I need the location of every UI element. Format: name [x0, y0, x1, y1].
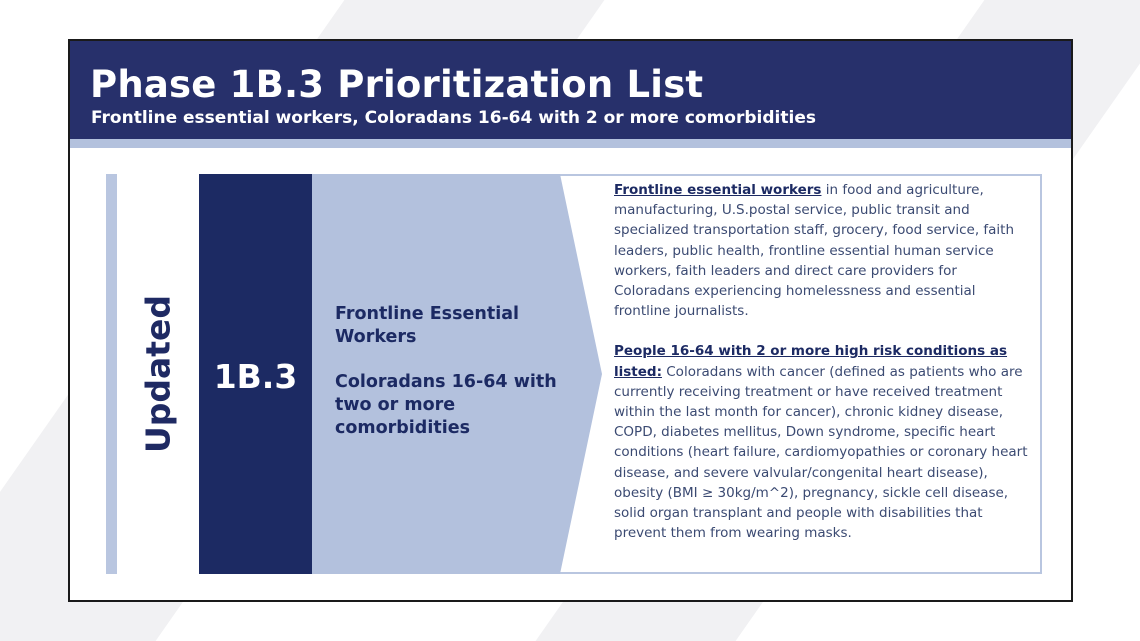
status-label: Updated [138, 294, 178, 454]
description-heading: Frontline essential workers [614, 182, 822, 198]
eligibility-details [614, 180, 1032, 543]
page-title: Phase 1B.3 Prioritization List [90, 63, 704, 106]
page-subtitle: Frontline essential workers, Coloradans 16-64 with 2 or more comorbidities [91, 108, 816, 128]
header-divider [70, 139, 1071, 148]
description-text: in food and agriculture, manufacturing, U.S.postal service, public transit and specialized transportation staff, grocery, food service, faith leaders, public health, frontline essential human service workers, faith leaders and direct care providers for Coloradans experiencing homelessness and essential frontline journalists. [614, 182, 1015, 320]
slide [68, 39, 1073, 602]
description-frontline [614, 180, 1032, 321]
status-accent-strip [106, 174, 117, 574]
phase-label: 1B.3 [213, 357, 298, 396]
description-heading: People 16-64 with 2 or more high risk conditions as listed: [614, 343, 1008, 380]
description-high-risk [614, 341, 1032, 543]
priority-groups [335, 303, 590, 440]
group-frontline-workers: Frontline Essential Workers [335, 304, 520, 347]
description-text: Coloradans with cancer (defined as patients who are currently receiving treatment or have received treatment within the last month for cancer), chronic kidney disease, COPD, diabetes mellitus, Down syndrome, specific heart conditions (heart failure, cardiomyopathies or coronary heart disease, and severe valvular/congenital heart disease), obesity (BMI ≥ 30kg/m^2), pregnancy, sickle cell disease, solid organ transplant and people with disabilities that prevent them from wearing masks. [614, 363, 1028, 542]
header-bar [70, 41, 1071, 139]
group-comorbidities: Coloradans 16-64 with two or more comorbidities [335, 372, 557, 438]
